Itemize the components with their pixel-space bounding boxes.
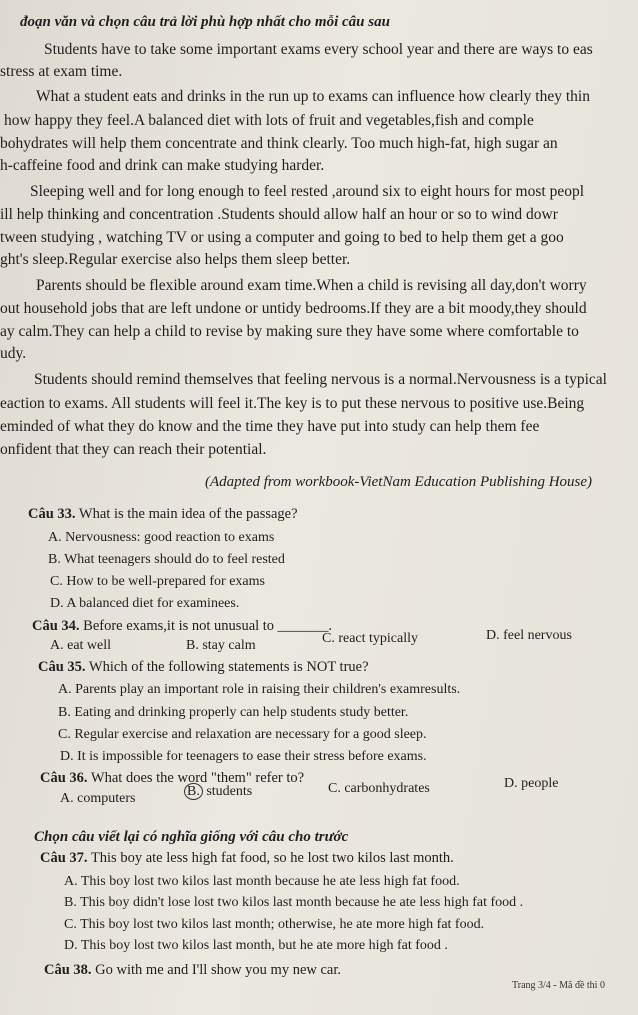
question-36 — [40, 770, 304, 787]
passage-line: What a student eats and drinks in the run up to exams can influence how clearly they thin — [36, 88, 590, 105]
option-text: students — [202, 784, 253, 799]
question-text: Which of the following statements is NOT true? — [88, 659, 369, 675]
page-footer: Trang 3/4 - Mã đề thi 0 — [512, 980, 605, 991]
passage-line: h-caffeine food and drink can make studying harder. — [0, 157, 325, 174]
q36-option-b — [188, 784, 252, 800]
q33-option-c: C. How to be well-prepared for exams — [50, 574, 265, 589]
question-number: Câu 33. — [28, 506, 76, 522]
q36-option-d: D. people — [504, 776, 559, 791]
question-number: Câu 36. — [40, 770, 88, 786]
question-text: This boy ate less high fat food, so he lost two kilos last month. — [90, 850, 454, 866]
q35-option-a: A. Parents play an important role in raising their children's examresults. — [58, 682, 461, 697]
q33-option-a: A. Nervousness: good reaction to exams — [48, 530, 275, 545]
q33-option-b: B. What teenagers should do to feel rested — [48, 552, 285, 567]
q36-option-a: A. computers — [60, 791, 136, 806]
q37-option-a: A. This boy lost two kilos last month because he ate less high fat food. — [64, 874, 460, 889]
passage-line: bohydrates will help them concentrate and think clearly. Too much high-fat, high sugar an — [0, 135, 558, 152]
question-number: Câu 35. — [38, 659, 86, 675]
passage-line: udy. — [0, 345, 27, 362]
question-38 — [44, 962, 341, 979]
question-number: Câu 38. — [44, 962, 92, 978]
passage-line: ill help thinking and concentration .Students should allow half an hour or so to wind dowr — [0, 206, 558, 223]
q34-option-d: D. feel nervous — [486, 628, 572, 643]
question-34 — [32, 618, 332, 635]
q35-option-d: D. It is impossible for teenagers to ease their stress before exams. — [60, 749, 427, 764]
question-33 — [28, 506, 298, 523]
question-37 — [40, 850, 454, 867]
question-text: What does the word "them" refer to? — [90, 770, 305, 786]
q37-option-d: D. This boy lost two kilos last month, but he ate more high fat food . — [64, 938, 448, 953]
passage-line: tween studying , watching TV or using a computer and going to bed to help them get a goo — [0, 229, 564, 246]
q37-option-b: B. This boy didn't lose lost two kilos last month because he ate less high fat food . — [64, 895, 524, 910]
q35-option-c: C. Regular exercise and relaxation are necessary for a good sleep. — [58, 727, 427, 742]
question-35 — [38, 659, 369, 676]
passage-line: eminded of what they do know and the time they have put into study can help them fee — [0, 418, 540, 435]
passage-line: out household jobs that are left undone or untidy bedrooms.If they are a bit moody,they should — [0, 300, 587, 317]
passage-line: Parents should be flexible around exam time.When a child is revising all day,don't worry — [36, 277, 587, 294]
passage-line: Sleeping well and for long enough to feel rested ,around six to eight hours for most peopl — [30, 183, 585, 200]
q36-option-c: C. carbonhydrates — [328, 781, 430, 796]
question-text: What is the main idea of the passage? — [78, 506, 298, 522]
passage-line: stress at exam time. — [0, 63, 123, 80]
question-text: Before exams,it is not unusual to _______. — [83, 618, 333, 634]
q33-option-d: D. A balanced diet for examinees. — [50, 596, 240, 611]
passage-line: ay calm.They can help a child to revise by making sure they have some where comfortable to — [0, 323, 579, 340]
passage-line: onfident that they can reach their potential. — [0, 441, 267, 458]
q34-option-a: A. eat well — [50, 638, 112, 653]
q34-option-b: B. stay calm — [186, 638, 256, 653]
passage-line: ght's sleep.Regular exercise also helps them sleep better. — [0, 251, 351, 268]
section-heading-rewrite: Chọn câu viết lại có nghĩa giống với câu cho trước — [34, 829, 349, 845]
q37-option-c: C. This boy lost two kilos last month; otherwise, he ate more high fat food. — [64, 917, 485, 932]
passage-line: how happy they feel.A balanced diet with lots of fruit and vegetables,fish and comple — [4, 112, 534, 129]
circled-answer: B. — [184, 783, 203, 800]
question-number: Câu 37. — [40, 850, 88, 866]
question-number: Câu 34. — [32, 618, 80, 634]
passage-line: Students have to take some important exams every school year and there are ways to eas — [44, 41, 593, 58]
section-heading-reading: đoạn văn và chọn câu trả lời phù hợp nhất cho mỗi câu sau — [20, 14, 390, 30]
source-citation: (Adapted from workbook-VietNam Education Publishing House) — [205, 474, 593, 490]
passage-line: eaction to exams. All students will feel it.The key is to put these nervous to positive use.Being — [0, 395, 585, 412]
q35-option-b: B. Eating and drinking properly can help students study better. — [58, 705, 409, 720]
passage-line: Students should remind themselves that feeling nervous is a normal.Nervousness is a typical — [34, 371, 607, 388]
question-text: Go with me and I'll show you my new car. — [95, 962, 342, 978]
q34-option-c: C. react typically — [322, 631, 419, 646]
